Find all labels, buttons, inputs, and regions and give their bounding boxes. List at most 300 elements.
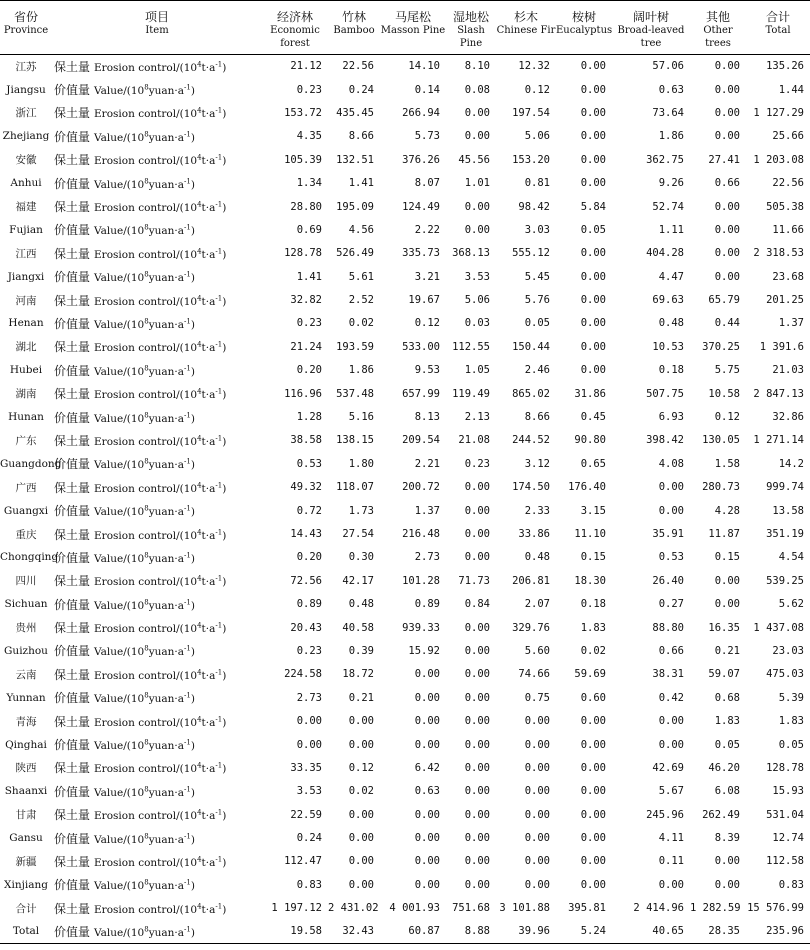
province-cell: Zhejiang (2, 130, 50, 143)
value-cell: 0.00 (714, 247, 740, 260)
value-cell: 10.58 (708, 387, 740, 400)
value-cell: 0.00 (464, 785, 490, 798)
province-cell: Hubei (9, 364, 43, 377)
header-chinese-fir: 杉木 Chinese Fir (496, 10, 556, 36)
table-row (0, 171, 810, 194)
item-cell (52, 429, 262, 452)
value-cell: 0.00 (524, 785, 550, 798)
value-cell: 0.00 (714, 878, 740, 891)
value-cell: 2.13 (464, 411, 490, 424)
value-cell: 0.00 (414, 691, 440, 704)
item-cell (52, 499, 262, 522)
value-cell: 0.53 (658, 551, 684, 564)
value-cell: 0.24 (296, 832, 322, 845)
item-label-exponent: 8 (144, 83, 149, 92)
value-cell: 398.42 (646, 434, 684, 447)
value-cell: 0.00 (414, 832, 440, 845)
item-label-unit: yuan·a (148, 880, 185, 893)
value-cell: 0.00 (348, 715, 374, 728)
table-row (0, 920, 810, 943)
value-cell: 4.08 (658, 457, 684, 470)
item-label-cn: 价值量 (54, 784, 91, 799)
header-province: 省份 Province (3, 10, 49, 36)
item-label-exponent: 8 (144, 364, 149, 373)
value-cell: 0.00 (580, 106, 606, 119)
item-label-exponent: 4 (197, 481, 202, 490)
province-cell: Henan (8, 317, 44, 330)
item-label-cn: 价值量 (54, 644, 91, 659)
item-label-unit: yuan·a (148, 225, 185, 238)
item-cell (52, 476, 262, 499)
item-label-en: Erosion control/(10 (94, 389, 198, 402)
header-masson-pine: 马尾松 Masson Pine (380, 10, 446, 36)
value-cell: 0.00 (348, 855, 374, 868)
item-label-exponent: -1 (184, 317, 191, 326)
value-cell: 0.00 (580, 83, 606, 96)
item-label-unit: yuan·a (148, 272, 185, 285)
item-label-exponent: 8 (144, 411, 149, 420)
item-label-cn: 保土量 (54, 808, 91, 823)
item-label-exponent: 4 (197, 153, 202, 162)
item-cell (52, 850, 262, 873)
value-cell: 0.48 (524, 551, 550, 564)
table-row (0, 429, 810, 452)
item-label-en: Value/(10 (94, 740, 145, 753)
item-label-exponent: 4 (197, 528, 202, 536)
table-row (0, 476, 810, 499)
value-cell: 21.24 (290, 340, 322, 353)
value-cell: 25.66 (772, 130, 804, 143)
item-label-en: Erosion control/(10 (94, 155, 198, 168)
value-cell: 865.02 (512, 387, 550, 400)
value-cell: 32.86 (772, 411, 804, 424)
value-cell: 72.56 (290, 574, 322, 587)
value-cell: 1.05 (464, 364, 490, 377)
value-cell: 1.28 (296, 411, 322, 424)
table-row (0, 55, 810, 78)
value-cell: 20.43 (290, 621, 322, 634)
item-label-cn: 价值量 (54, 83, 91, 98)
value-cell: 0.12 (348, 761, 374, 774)
value-cell: 1.41 (348, 177, 374, 190)
item-label-cn: 价值量 (54, 878, 91, 893)
item-label-cn: 价值量 (54, 831, 91, 846)
value-cell: 116.96 (284, 387, 322, 400)
item-label-unit: t·a (201, 903, 216, 916)
value-cell: 1.11 (658, 223, 684, 236)
value-cell: 475.03 (766, 668, 804, 681)
item-label-close: ) (222, 108, 227, 121)
value-cell: 112.58 (766, 855, 804, 868)
value-cell: 0.00 (658, 504, 684, 517)
value-cell: 0.00 (714, 83, 740, 96)
value-cell: 1.37 (414, 504, 440, 517)
item-label-exponent: -1 (215, 855, 223, 864)
value-cell: 118.07 (336, 481, 374, 494)
value-cell: 0.00 (464, 644, 490, 657)
value-cell: 1.86 (658, 130, 684, 143)
value-cell: 33.86 (518, 528, 550, 540)
item-label-cn: 价值量 (54, 738, 91, 753)
value-cell: 0.00 (464, 528, 490, 540)
item-label-en: Value/(10 (94, 693, 145, 706)
value-cell: 2.46 (524, 364, 550, 377)
item-label-exponent: -1 (215, 200, 223, 209)
item-label-close: ) (190, 599, 195, 612)
item-label-close: ) (222, 295, 227, 308)
value-cell: 0.00 (658, 738, 684, 751)
item-label-unit: yuan·a (148, 693, 185, 706)
item-label-en: Erosion control/(10 (94, 202, 198, 215)
value-cell: 40.65 (652, 925, 684, 938)
value-cell: 1.83 (714, 715, 740, 728)
value-cell: 5.16 (348, 411, 374, 424)
value-cell: 128.78 (284, 247, 322, 260)
header-item: 项目 Item (144, 10, 169, 36)
value-cell: 0.00 (714, 60, 740, 73)
item-label-en: Value/(10 (94, 225, 145, 238)
item-label-exponent: 4 (197, 106, 202, 115)
value-cell: 507.75 (646, 387, 684, 400)
item-label-close: ) (222, 155, 227, 168)
item-label-exponent: -1 (184, 598, 191, 607)
value-cell: 2.22 (414, 223, 440, 236)
table-row (0, 195, 810, 218)
value-cell: 27.41 (708, 153, 740, 166)
item-cell (52, 405, 262, 428)
value-cell: 0.00 (414, 855, 440, 868)
value-cell: 1 437.08 (753, 621, 804, 634)
table-row (0, 756, 810, 779)
item-label-exponent: -1 (215, 902, 223, 911)
table-row (0, 826, 810, 849)
value-cell: 0.53 (296, 457, 322, 470)
province-cell: 广东 (15, 434, 37, 447)
item-label-close: ) (222, 435, 227, 448)
item-label-exponent: 8 (144, 691, 149, 700)
item-label-exponent: -1 (184, 457, 191, 466)
value-cell: 245.96 (646, 808, 684, 821)
value-cell: 0.03 (464, 317, 490, 330)
value-cell: 3.53 (464, 270, 490, 283)
value-cell: 0.83 (296, 878, 322, 891)
value-cell: 0.48 (348, 598, 374, 611)
item-label-unit: yuan·a (148, 131, 185, 144)
value-cell: 6.08 (714, 785, 740, 798)
value-cell: 0.00 (464, 481, 490, 494)
value-cell: 0.05 (778, 738, 804, 751)
value-cell: 2 318.53 (753, 247, 804, 260)
value-cell: 0.15 (714, 551, 740, 564)
value-cell: 0.27 (658, 598, 684, 611)
value-cell: 119.49 (452, 387, 490, 400)
item-label-close: ) (222, 669, 227, 682)
table-row (0, 803, 810, 826)
item-label-close: ) (190, 365, 195, 378)
value-cell: 539.25 (766, 574, 804, 587)
item-label-exponent: -1 (215, 481, 223, 490)
value-cell: 31.86 (574, 387, 606, 400)
item-label-exponent: -1 (184, 832, 191, 841)
item-label-en: Erosion control/(10 (94, 61, 198, 74)
table-row (0, 335, 810, 358)
item-label-close: ) (190, 225, 195, 238)
table-row (0, 569, 810, 592)
item-label-exponent: -1 (184, 130, 191, 139)
item-cell (52, 101, 262, 124)
table-row (0, 218, 810, 241)
item-label-unit: t·a (201, 856, 216, 869)
value-cell: 0.00 (580, 715, 606, 728)
province-cell: Guangxi (3, 504, 49, 517)
item-label-unit: t·a (201, 108, 216, 121)
table-row (0, 382, 810, 405)
item-cell (52, 873, 262, 896)
table-row (0, 288, 810, 311)
value-cell: 362.75 (646, 153, 684, 166)
value-cell: 0.00 (714, 598, 740, 611)
item-label-unit: yuan·a (148, 459, 185, 472)
table-row (0, 663, 810, 686)
item-label-exponent: 8 (144, 738, 149, 747)
value-cell: 505.38 (766, 200, 804, 213)
item-label-exponent: -1 (215, 60, 223, 69)
value-cell: 3.53 (296, 785, 322, 798)
value-cell: 195.09 (336, 200, 374, 213)
province-cell: 浙江 (15, 107, 37, 120)
header-eucalyptus: 桉树 Eucalyptus (556, 10, 613, 36)
item-label-close: ) (222, 576, 227, 589)
table-row (0, 359, 810, 382)
value-cell: 0.00 (580, 808, 606, 821)
table-row (0, 897, 810, 920)
item-label-close: ) (222, 903, 227, 916)
value-cell: 2.73 (296, 691, 322, 704)
value-cell: 46.20 (708, 761, 740, 774)
value-cell: 0.21 (714, 644, 740, 657)
value-cell: 0.00 (464, 551, 490, 564)
table-row (0, 312, 810, 335)
value-cell: 0.00 (414, 715, 440, 728)
value-cell: 22.59 (290, 808, 322, 821)
item-label-unit: t·a (201, 669, 216, 682)
value-cell: 176.40 (568, 481, 606, 494)
item-cell (52, 125, 262, 148)
table-row (0, 242, 810, 265)
value-cell: 0.00 (348, 832, 374, 845)
item-label-en: Value/(10 (94, 599, 145, 612)
item-label-close: ) (190, 85, 195, 98)
item-label-close: ) (190, 318, 195, 331)
value-cell: 3.21 (414, 270, 440, 283)
value-cell: 0.00 (464, 808, 490, 821)
item-label-en: Erosion control/(10 (94, 435, 198, 448)
value-cell: 0.00 (580, 761, 606, 774)
value-cell: 1.86 (348, 364, 374, 377)
value-cell: 3.15 (580, 504, 606, 517)
item-label-close: ) (190, 740, 195, 753)
value-cell: 1.01 (464, 177, 490, 190)
value-cell: 16.35 (708, 621, 740, 634)
item-label-en: Erosion control/(10 (94, 482, 198, 495)
value-cell: 90.80 (574, 434, 606, 447)
value-cell: 105.39 (284, 153, 322, 166)
value-cell: 0.21 (348, 691, 374, 704)
item-label-unit: t·a (201, 623, 216, 636)
item-label-cn: 价值量 (54, 550, 91, 565)
value-cell: 3 101.88 (499, 902, 550, 915)
item-label-exponent: 4 (197, 294, 202, 303)
item-cell (52, 242, 262, 265)
value-cell: 0.39 (348, 644, 374, 657)
value-cell: 4.56 (348, 223, 374, 236)
item-label-en: Erosion control/(10 (94, 856, 198, 869)
value-cell: 0.02 (348, 317, 374, 330)
item-label-exponent: 8 (144, 644, 149, 653)
value-cell: 8.07 (414, 177, 440, 190)
value-cell: 0.00 (464, 621, 490, 634)
value-cell: 0.00 (714, 270, 740, 283)
item-label-cn: 保土量 (54, 854, 91, 869)
value-cell: 193.59 (336, 340, 374, 353)
item-label-close: ) (222, 389, 227, 402)
province-cell: 四川 (15, 575, 37, 588)
item-label-exponent: 8 (144, 878, 149, 887)
value-cell: 0.00 (296, 715, 322, 728)
value-cell: 40.58 (342, 621, 374, 634)
item-label-exponent: 4 (197, 247, 202, 256)
province-cell: Total (12, 925, 40, 938)
item-label-exponent: -1 (184, 738, 191, 747)
value-cell: 0.00 (524, 761, 550, 774)
value-cell: 0.65 (580, 457, 606, 470)
value-cell: 5.60 (524, 644, 550, 657)
item-cell (52, 171, 262, 194)
value-cell: 74.66 (518, 668, 550, 681)
item-label-close: ) (222, 61, 227, 74)
value-cell: 2.07 (524, 598, 550, 611)
value-cell: 244.52 (512, 434, 550, 447)
item-label-exponent: -1 (215, 528, 223, 536)
province-cell: Hunan (8, 411, 44, 424)
value-cell: 0.63 (414, 785, 440, 798)
header-economic-forest: 经济林 Economic forest (270, 10, 320, 49)
value-cell: 22.56 (342, 60, 374, 73)
value-cell: 0.89 (414, 598, 440, 611)
item-label-exponent: -1 (215, 715, 223, 724)
item-label-unit: yuan·a (148, 85, 185, 98)
item-label-exponent: -1 (184, 504, 191, 513)
header-slash-pine: 湿地松 Slash Pine (452, 10, 489, 49)
value-cell: 0.00 (464, 832, 490, 845)
province-cell: Guangdong (0, 457, 62, 470)
value-cell: 2 431.02 (328, 902, 379, 915)
value-cell: 235.96 (766, 925, 804, 938)
value-cell: 0.00 (658, 715, 684, 728)
item-label-unit: t·a (201, 155, 216, 168)
item-label-cn: 价值量 (54, 691, 91, 706)
item-label-exponent: 8 (144, 130, 149, 139)
value-cell: 1.58 (714, 457, 740, 470)
header-other-trees: 其他 Other trees (703, 10, 733, 49)
item-label-close: ) (190, 272, 195, 285)
item-label-en: Erosion control/(10 (94, 716, 198, 729)
value-cell: 130.05 (702, 434, 740, 447)
value-cell: 329.76 (512, 621, 550, 634)
table-row (0, 148, 810, 171)
item-label-unit: t·a (201, 389, 216, 402)
item-label-en: Value/(10 (94, 552, 145, 565)
value-cell: 0.00 (658, 878, 684, 891)
value-cell: 8.66 (524, 411, 550, 424)
value-cell: 0.00 (580, 60, 606, 73)
item-label-unit: yuan·a (148, 552, 185, 565)
value-cell: 13.58 (772, 504, 804, 517)
item-label-cn: 价值量 (54, 129, 91, 144)
value-cell: 0.69 (296, 223, 322, 236)
value-cell: 0.00 (714, 130, 740, 143)
table-row (0, 405, 810, 428)
item-label-en: Value/(10 (94, 272, 145, 285)
item-label-unit: t·a (201, 482, 216, 495)
item-cell (52, 569, 262, 592)
value-cell: 0.00 (524, 715, 550, 728)
item-label-exponent: -1 (215, 153, 223, 162)
item-label-exponent: 4 (197, 808, 202, 817)
value-cell: 5.62 (778, 598, 804, 611)
item-label-exponent: -1 (184, 270, 191, 279)
item-label-cn: 价值量 (54, 924, 91, 939)
item-cell (52, 452, 262, 475)
value-cell: 0.00 (580, 832, 606, 845)
value-cell: 2 847.13 (753, 387, 804, 400)
value-cell: 0.48 (658, 317, 684, 330)
item-label-unit: t·a (201, 202, 216, 215)
province-cell: 合计 (15, 902, 37, 915)
value-cell: 404.28 (646, 247, 684, 260)
item-label-exponent: 8 (144, 925, 149, 934)
value-cell: 5.61 (348, 270, 374, 283)
item-label-exponent: 8 (144, 177, 149, 186)
province-cell: Shaanxi (4, 785, 48, 798)
item-label-en: Erosion control/(10 (94, 529, 198, 542)
item-cell (52, 803, 262, 826)
value-cell: 1 282.59 (690, 902, 741, 915)
value-cell: 1 203.08 (753, 153, 804, 166)
table-row (0, 522, 810, 545)
item-cell (52, 288, 262, 311)
value-cell: 21.03 (772, 364, 804, 377)
province-cell: 湖北 (15, 341, 37, 354)
item-label-close: ) (190, 880, 195, 893)
item-label-exponent: 4 (197, 621, 202, 630)
value-cell: 0.23 (464, 457, 490, 470)
item-label-en: Value/(10 (94, 926, 145, 939)
item-label-en: Value/(10 (94, 880, 145, 893)
item-label-exponent: -1 (215, 434, 223, 443)
item-cell (52, 148, 262, 171)
value-cell: 38.31 (652, 668, 684, 681)
item-label-close: ) (190, 646, 195, 659)
item-label-en: Value/(10 (94, 178, 145, 191)
table-row (0, 499, 810, 522)
value-cell: 5.45 (524, 270, 550, 283)
value-cell: 21.08 (458, 434, 490, 447)
item-label-en: Value/(10 (94, 786, 145, 799)
value-cell: 69.63 (652, 294, 684, 307)
table-row (0, 686, 810, 709)
item-label-close: ) (190, 786, 195, 799)
